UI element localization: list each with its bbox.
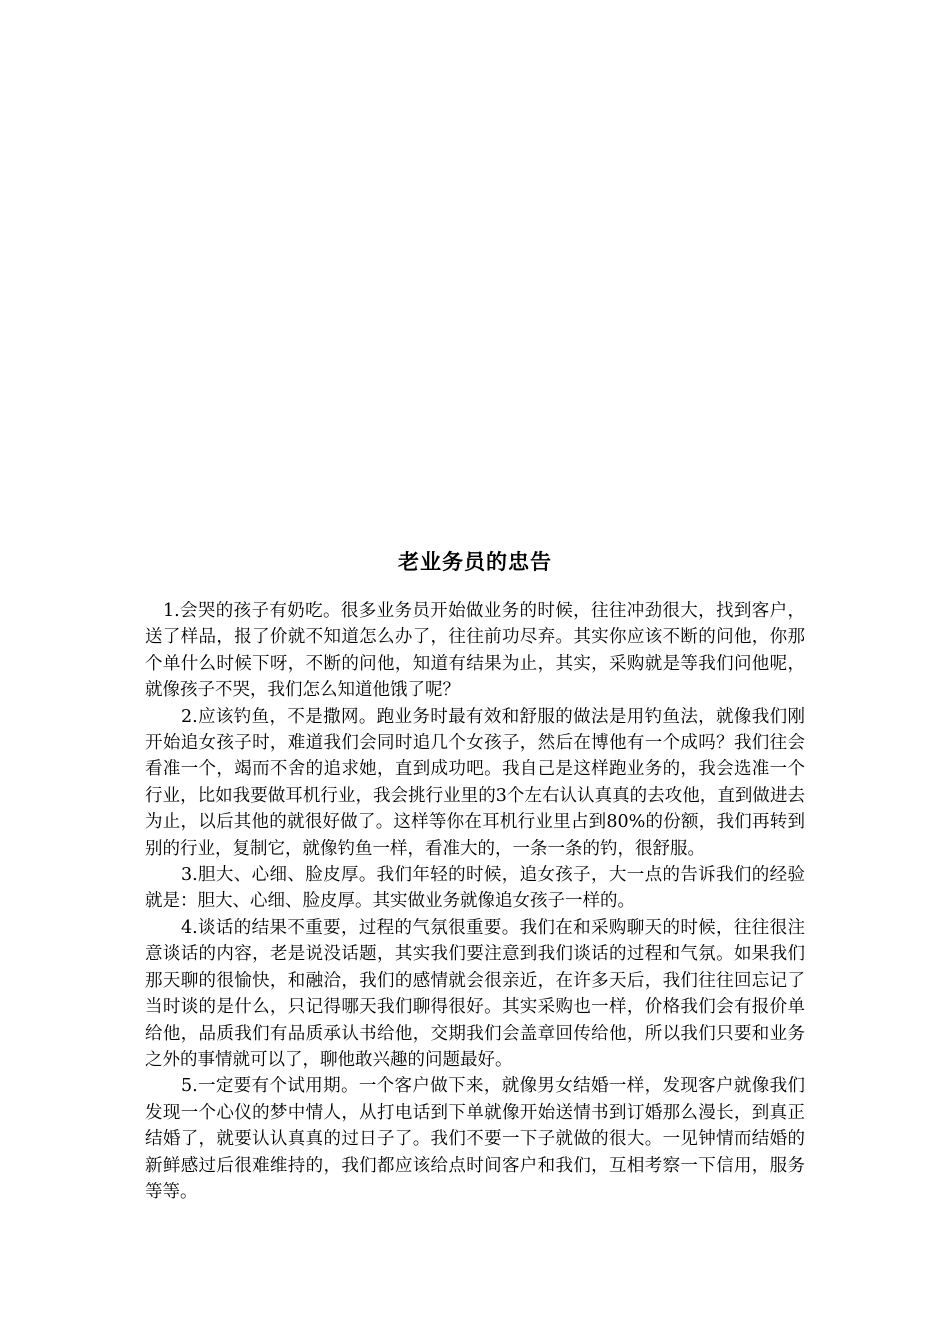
- paragraph-3: 3.胆大、心细、脸皮厚。我们年轻的时候，追女孩子，大一点的告诉我们的经验就是：胆大、心细、脸皮厚。其实做业务就像追女孩子一样的。: [145, 865, 805, 912]
- document-body: [145, 598, 805, 1205]
- paragraph-1: 1.会哭的孩子有奶吃。很多业务员开始做业务的时候，往往冲劲很大，找到客户，送了样品，报了价就不知道怎么办了，往往前功尽弃。其实你应该不断的问他，你那个单什么时候下呀，不断的问他，知道有结果为止，其实，采购就是等我们问他呢，就像孩子不哭，我们怎么知道他饿了呢？: [145, 601, 805, 701]
- paragraph-5: 5.一定要有个试用期。一个客户做下来，就像男女结婚一样，发现客户就像我们发现一个心仪的梦中情人，从打电话到下单就像开始送情书到订婚那么漫长，到真正结婚了，就要认认真真的过日子了。我们不要一下子就做的很大。一见钟情而结婚的新鲜感过后很难维持的，我们都应该给点时间客户和我们，互相考察一下信用，服务等等。: [145, 1076, 805, 1202]
- paragraph-4: 4.谈话的结果不重要，过程的气氛很重要。我们在和采购聊天的时候，往往很注意谈话的内容，老是说没话题，其实我们要注意到我们谈话的过程和气氛。如果我们那天聊的很愉快，和融洽，我们的感情就会很亲近，在许多天后，我们往往回忘记了当时谈的是什么，只记得哪天我们聊得很好。其实采购也一样，价格我们会有报价单给他，品质我们有品质承认书给他，交期我们会盖章回传给他，所以我们只要和业务之外的事情就可以了，聊他敢兴趣的问题最好。: [145, 917, 805, 1070]
- paragraph-2: 2.应该钓鱼，不是撒网。跑业务时最有效和舒服的做法是用钓鱼法，就像我们刚开始追女孩子时，难道我们会同时追几个女孩子，然后在博他有一个成吗？我们往会看准一个，竭而不舍的追求她，直到成功吧。我自己是这样跑业务的，我会选准一个行业，比如我要做耳机行业，我会挑行业里的3个左右认认真真的去攻他，直到做进去为止，以后其他的就很好做了。这样等你在耳机行业里占到80%的份额，我们再转到别的行业，复制它，就像钓鱼一样，看准大的，一条一条的钓，很舒服。: [145, 706, 805, 859]
- document-title: 老业务员的忠告: [398, 550, 552, 574]
